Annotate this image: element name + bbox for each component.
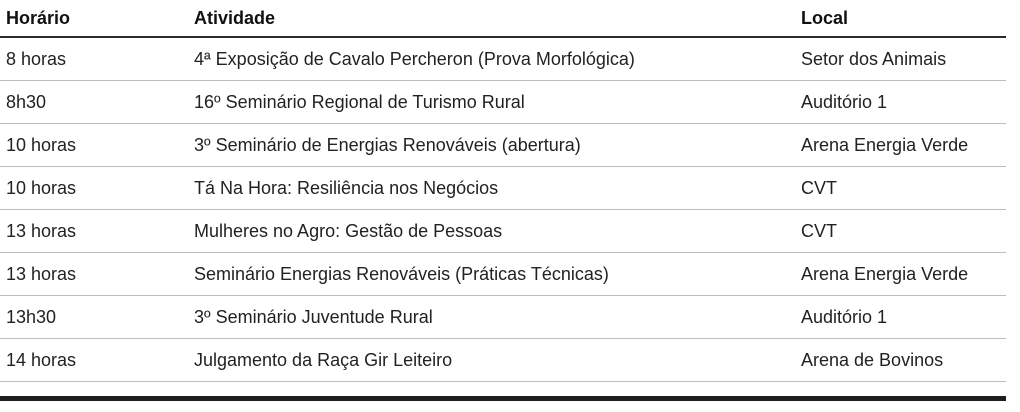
row-time: 14 horas bbox=[6, 349, 77, 370]
table-row bbox=[0, 210, 1006, 253]
row-place: CVT bbox=[801, 220, 837, 241]
row-place: Setor dos Animais bbox=[801, 48, 947, 69]
row-activity: Mulheres no Agro: Gestão de Pessoas bbox=[194, 220, 503, 241]
row-time: 8h30 bbox=[6, 91, 47, 112]
row-place: Auditório 1 bbox=[801, 91, 888, 112]
row-activity: Tá Na Hora: Resiliência nos Negócios bbox=[194, 177, 499, 198]
row-place: Arena Energia Verde bbox=[801, 134, 969, 155]
header-time: Horário bbox=[6, 7, 71, 28]
row-time: 13 horas bbox=[6, 263, 77, 284]
table-row bbox=[0, 339, 1006, 382]
table-row bbox=[0, 38, 1006, 81]
row-place: CVT bbox=[801, 177, 837, 198]
header-activity: Atividade bbox=[194, 7, 276, 28]
row-activity: 16º Seminário Regional de Turismo Rural bbox=[194, 91, 525, 112]
row-time: 10 horas bbox=[6, 134, 77, 155]
row-activity: Seminário Energias Renováveis (Práticas Técnicas) bbox=[194, 263, 609, 284]
row-place: Arena Energia Verde bbox=[801, 263, 969, 284]
table-row bbox=[0, 81, 1006, 124]
table-header-row bbox=[0, 0, 1006, 38]
table-bottom-rule bbox=[0, 396, 1006, 401]
row-activity: 3º Seminário Juventude Rural bbox=[194, 306, 433, 327]
table-row bbox=[0, 124, 1006, 167]
row-place: Arena de Bovinos bbox=[801, 349, 944, 370]
row-activity: 3º Seminário de Energias Renováveis (abertura) bbox=[194, 134, 581, 155]
row-time: 13h30 bbox=[6, 306, 57, 327]
row-place: Auditório 1 bbox=[801, 306, 888, 327]
row-time: 8 horas bbox=[6, 48, 67, 69]
table-row bbox=[0, 296, 1006, 339]
row-time: 13 horas bbox=[6, 220, 77, 241]
row-activity: Julgamento da Raça Gir Leiteiro bbox=[194, 349, 453, 370]
table-row bbox=[0, 253, 1006, 296]
header-place: Local bbox=[801, 7, 849, 28]
row-activity: 4ª Exposição de Cavalo Percheron (Prova Morfológica) bbox=[194, 48, 635, 69]
table-row bbox=[0, 167, 1006, 210]
row-time: 10 horas bbox=[6, 177, 77, 198]
